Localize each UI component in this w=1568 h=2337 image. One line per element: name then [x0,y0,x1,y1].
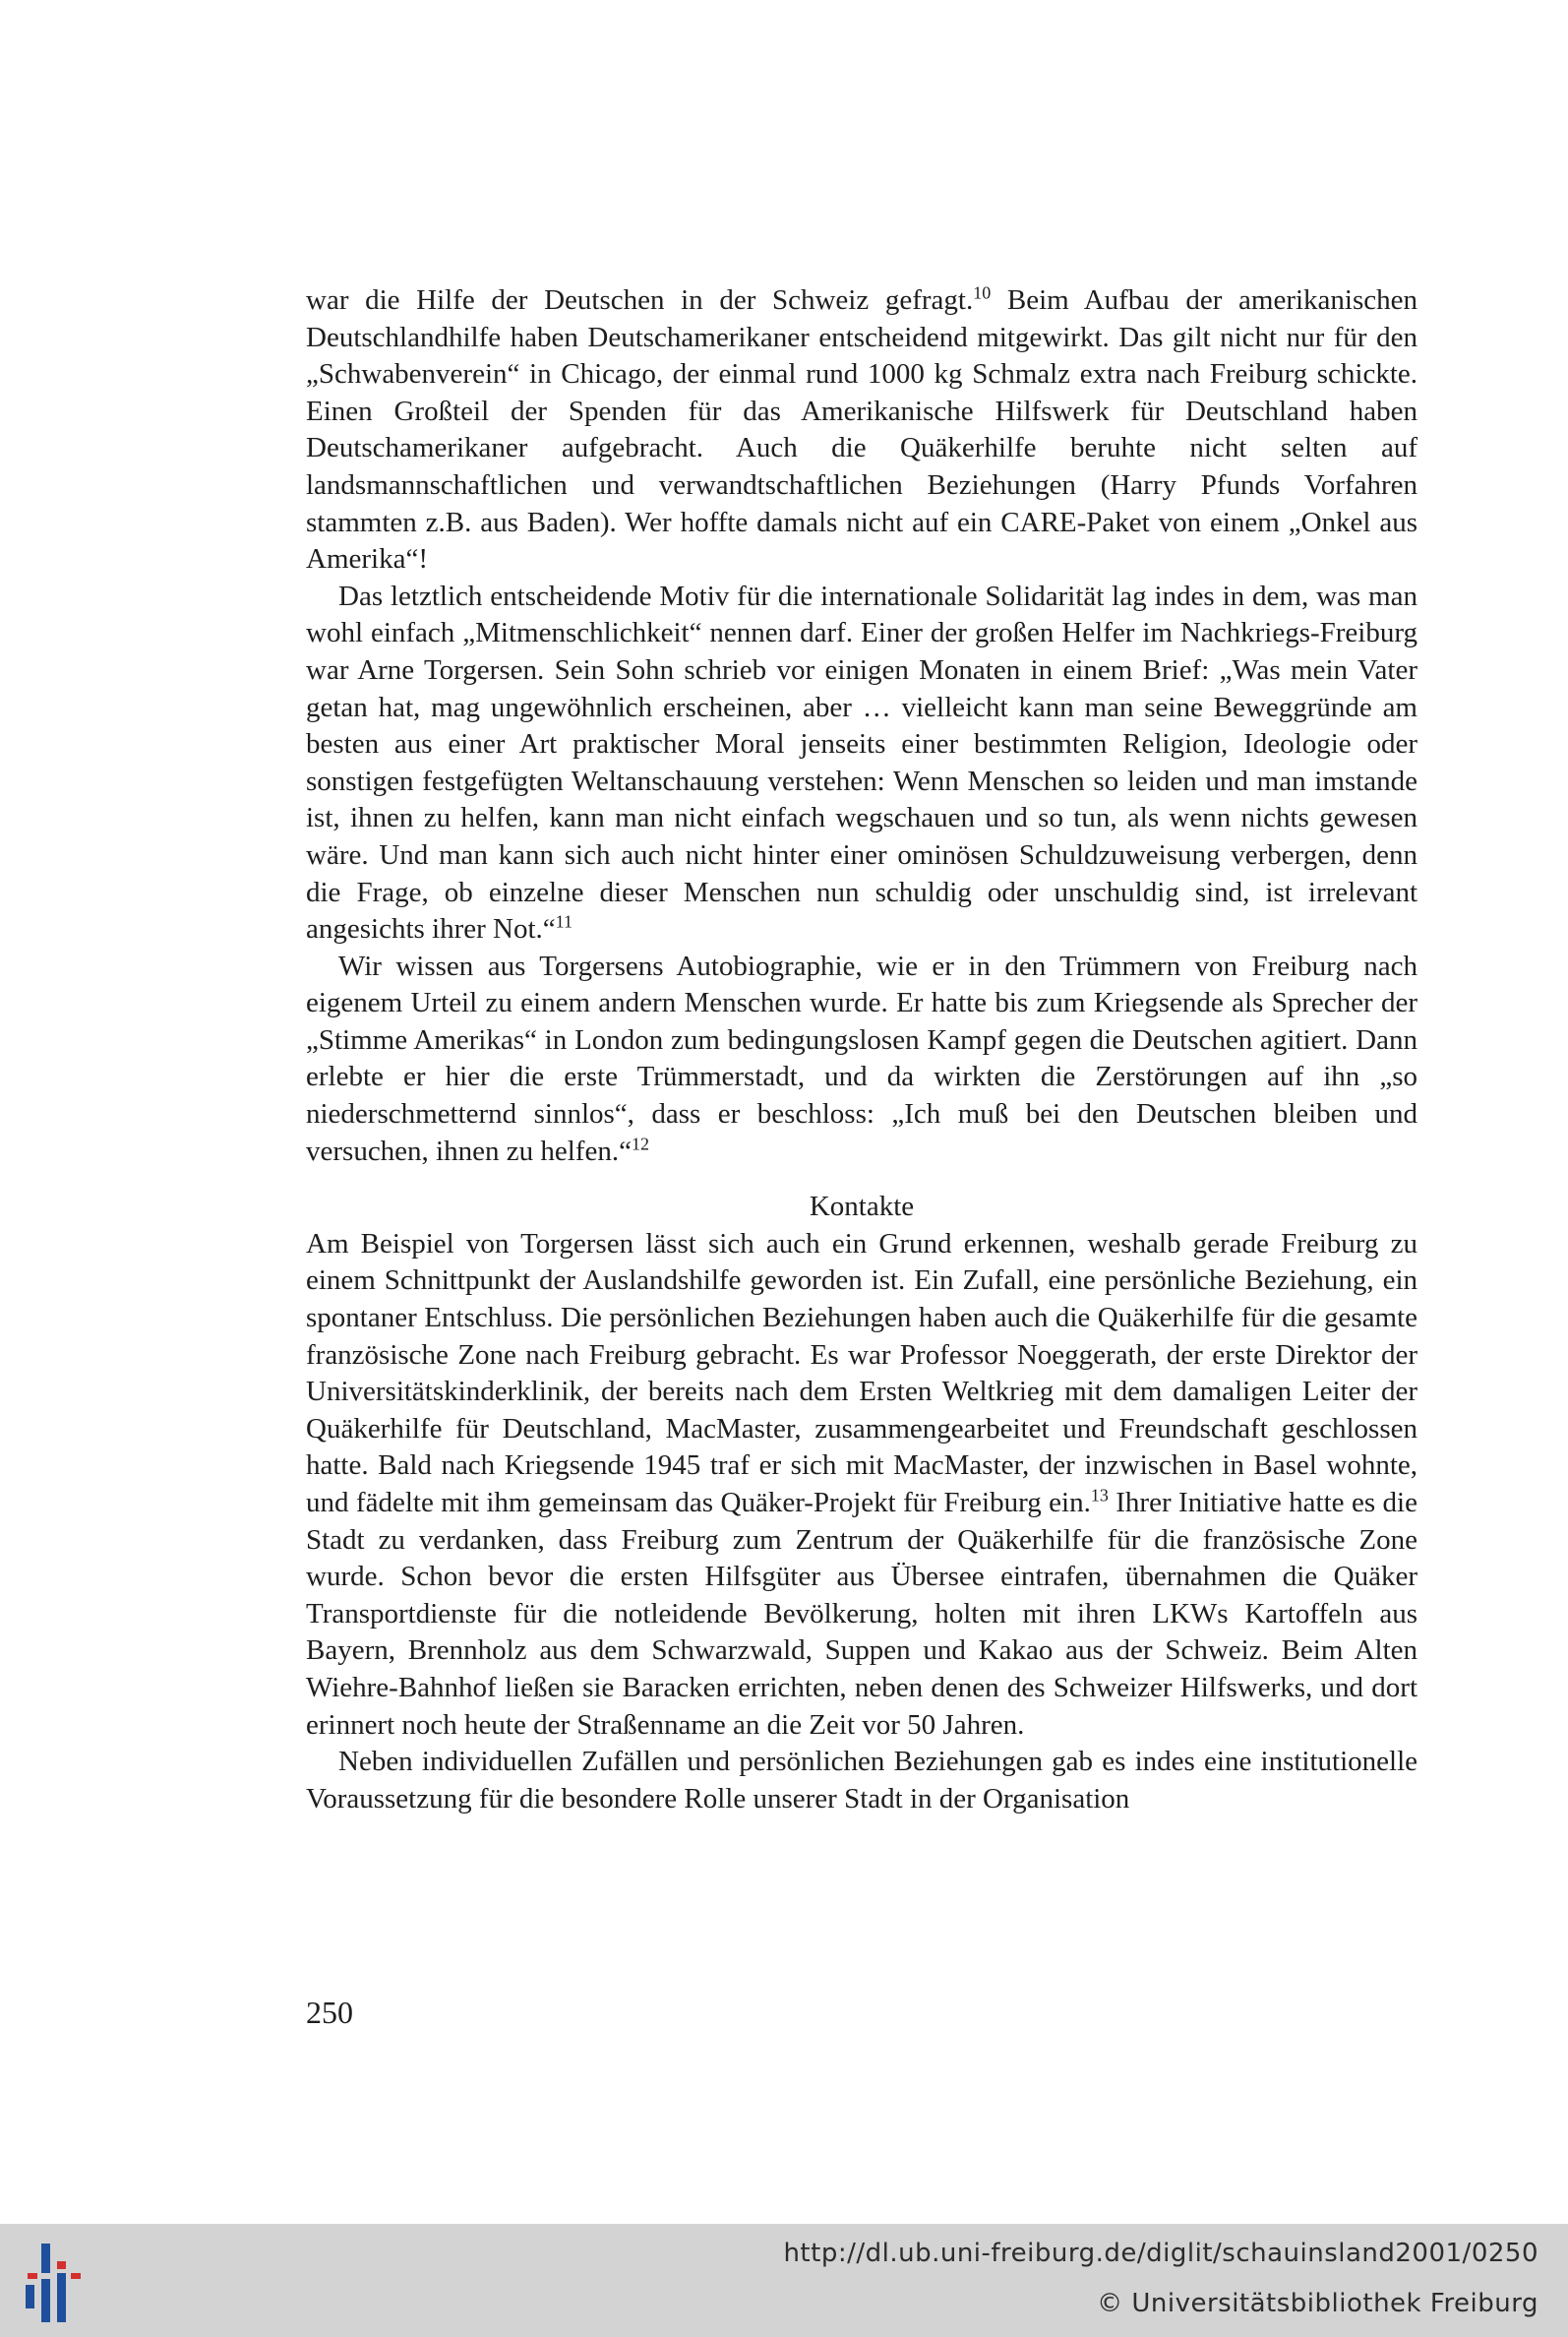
section-heading: Kontakte [809,1191,915,1223]
paragraphs-after-heading [306,1226,1417,1818]
page-number: 250 [306,1995,353,2030]
paragraphs-before-heading [306,282,1417,1170]
paragraph-text: Wir wissen aus Torgersens Autobiographie, wie er in den Trümmern von Freiburg nach eigenem Urteil zu einem andern Menschen wurde. Er hatte bis zum Kriegsende als Sprecher der „Stimme Amerikas“ in London zum bedingungslosen Kampf gegen die Deutschen agitiert. Dann erlebte er hier die erste Trümmerstadt, und da wirkten die Zerstörungen auf ihn „so niederschmetternd sinnlos“, dass er beschloss: „Ich muß bei den Deutschen bleiben und versuchen, ihnen zu helfen.“ [306,950,1417,1167]
ub-freiburg-logo-icon [18,2244,96,2322]
paragraph [306,1226,1417,1744]
footnote-reference: 12 [631,1134,649,1153]
paragraph-text: war die Hilfe der Deutschen in der Schweiz gefragt. [306,284,974,316]
paragraph-text: Am Beispiel von Torgersen lässt sich auch ein Grund erkennen, weshalb gerade Freiburg zu einem Schnittpunkt der Auslandshilfe geworden ist. Ein Zufall, eine persönliche Beziehung, ein spontaner Entschluss. Die persönlichen Beziehungen haben auch die Quäkerhilfe für die gesamte französische Zone nach Freiburg gebracht. Es war Professor Noeggerath, der erste Direktor der Universitätskinderklinik, der bereits nach dem Ersten Weltkrieg mit dem damaligen Leiter der Quäkerhilfe für Deutschland, MacMaster, zusammengearbeitet und Freundschaft geschlossen hatte. Bald nach Kriegsende 1945 traf er sich mit MacMaster, der inzwischen in Basel wohnte, und fädelte mit ihm gemeinsam das Quäker-Projekt für Freiburg ein. [306,1227,1417,1518]
footer-bar [0,2224,1568,2337]
body-text [306,282,1417,1817]
paragraph [306,282,1417,579]
footnote-reference: 13 [1090,1485,1109,1506]
paragraph [306,1744,1417,1817]
paragraph-text: Das letztlich entscheidende Motiv für die internationale Solidarität lag indes in dem, was man wohl einfach „Mitmenschlichkeit“ nennen darf. Einer der großen Helfer im Nachkriegs-Freiburg war Arne Torgersen. Sein Sohn schrieb vor einigen Monaten in einem Brief: „Was mein Vater getan hat, mag ungewöhnlich erscheinen, aber … vielleicht kann man seine Beweggründe am besten aus einer Art praktischer Moral jenseits einer bestimmten Religion, Ideologie oder sonstigen festgefügten Weltanschauung verstehen: Wenn Menschen so leiden und man imstande ist, ihnen zu helfen, kann man nicht einfach wegschauen und so tun, als wenn nichts gewesen wäre. Und man kann sich auch nicht hinter einer ominösen Schuldzuweisung verbergen, denn die Frage, ob einzelne dieser Menschen nun schuldig oder unschuldig sind, ist irrelevant angesichts ihrer Not.“ [306,580,1417,946]
footnote-reference: 10 [973,282,992,303]
permalink-url[interactable]: http://dl.ub.uni-freiburg.de/diglit/schauinsland2001/0250 [783,2239,1538,2268]
copyright-notice: © Universitätsbibliothek Freiburg [1097,2289,1538,2318]
paragraph-text: Neben individuellen Zufällen und persönlichen Beziehungen gab es indes eine institutionelle Voraussetzung für die besondere Rolle unserer Stadt in der Organisation [306,1746,1417,1814]
paragraph-text: Beim Aufbau der amerikanischen Deutschlandhilfe haben Deutschamerikaner entscheidend mitgewirkt. Das gilt nicht nur für den „Schwabenverein“ in Chicago, der einmal rund 1000 kg Schmalz extra nach Freiburg schickte. Einen Großteil der Spenden für das Amerikanische Hilfswerk für Deutschland haben Deutschamerikaner aufgebracht. Auch die Quäkerhilfe beruhte nicht selten auf landsmannschaftlichen und verwandtschaftlichen Beziehungen (Harry Pfunds Vorfahren stammten z.B. aus Baden). Wer hoffte damals nicht auf ein CARE-Paket von einem „Onkel aus Amerika“! [306,284,1417,576]
paragraph-text: Ihrer Initiative hatte es die Stadt zu verdanken, dass Freiburg zum Zentrum der Quäkerhilfe für die französische Zone wurde. Schon bevor die ersten Hilfsgüter aus Übersee eintrafen, übernahmen die Quäker Transportdienste für die notleidende Bevölkerung, holten mit ihren LKWs Kartoffeln aus Bayern, Brennholz aus dem Schwarzwald, Suppen und Kakao aus der Schweiz. Beim Alten Wiehre-Bahnhof ließen sie Baracken errichten, neben denen des Schweizer Hilfswerks, und dort erinnert noch heute der Straßenname an die Zeit vor 50 Jahren. [306,1487,1417,1741]
footnote-reference: 11 [555,911,573,932]
paragraph [306,579,1417,949]
paragraph [306,949,1417,1171]
